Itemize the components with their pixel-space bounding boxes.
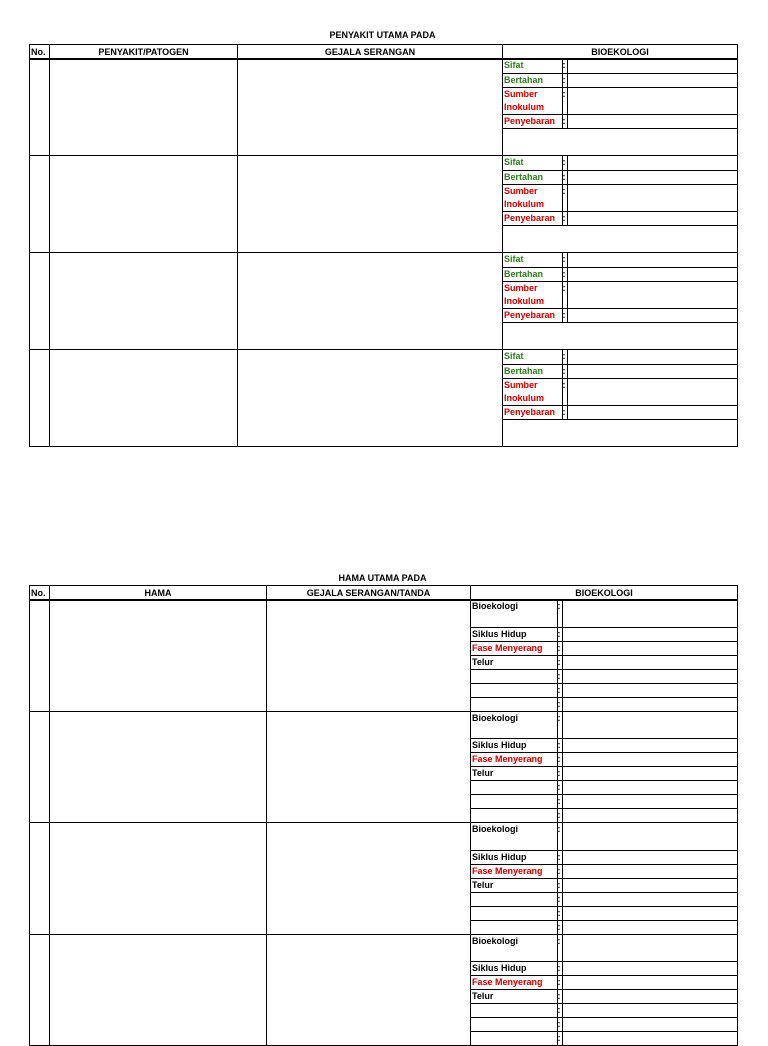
- bioekologi-field-colon: :: [557, 850, 562, 864]
- bioekologi-field-label: Fase Menyerang: [471, 864, 557, 878]
- hama-bioekologi-cell: [471, 823, 738, 935]
- bioekologi-field-row: [503, 405, 737, 419]
- bioekologi-field-label: [471, 1018, 557, 1032]
- bioekologi-field-row: [471, 795, 738, 809]
- header-hama: HAMA: [50, 586, 267, 601]
- bioekologi-field-row: [503, 211, 737, 225]
- bioekologi-field-row: [471, 990, 738, 1004]
- bioekologi-field-label: Sumber Inokulum: [503, 87, 562, 114]
- bioekologi-field-value[interactable]: [562, 878, 738, 892]
- bioekologi-field-label: Telur: [471, 878, 557, 892]
- bioekologi-field-row: [471, 892, 738, 906]
- bioekologi-field-label: [471, 669, 557, 683]
- bioekologi-field-value[interactable]: [562, 976, 738, 990]
- hama-no-cell[interactable]: [30, 823, 50, 935]
- bioekologi-field-colon: :: [557, 781, 562, 795]
- bioekologi-field-value[interactable]: [562, 739, 738, 753]
- bioekologi-field-colon: :: [562, 156, 567, 170]
- bioekologi-field-label: Siklus Hidup: [471, 850, 557, 864]
- penyakit-row: [30, 350, 738, 447]
- hama-no-cell[interactable]: [30, 934, 50, 1046]
- bioekologi-field-label: Telur: [471, 990, 557, 1004]
- hama-name-cell[interactable]: [50, 823, 267, 935]
- bioekologi-field-value[interactable]: [562, 795, 738, 809]
- bioekologi-field-value[interactable]: [567, 405, 737, 419]
- bioekologi-field-value[interactable]: [562, 892, 738, 906]
- bioekologi-field-colon: :: [562, 405, 567, 419]
- penyakit-patogen-cell[interactable]: [50, 253, 238, 350]
- bioekologi-field-colon: :: [562, 350, 567, 364]
- bioekologi-field-label: Bioekologi: [471, 935, 557, 962]
- bioekologi-field-row: [503, 87, 737, 114]
- penyakit-bioekologi-cell: [503, 350, 738, 447]
- bioekologi-field-label: Penyebaran: [503, 308, 562, 322]
- bioekologi-field-row: [471, 906, 738, 920]
- bioekologi-field-label: [471, 809, 557, 823]
- bioekologi-notes-cell[interactable]: [503, 225, 737, 252]
- penyakit-gejala-cell[interactable]: [238, 59, 503, 156]
- bioekologi-field-colon: :: [557, 641, 562, 655]
- bioekologi-fields: [471, 935, 738, 1046]
- bioekologi-field-value[interactable]: [562, 906, 738, 920]
- bioekologi-notes-row: [503, 225, 737, 252]
- bioekologi-field-colon: :: [557, 767, 562, 781]
- bioekologi-notes-cell[interactable]: [503, 128, 737, 155]
- bioekologi-field-row: [471, 976, 738, 990]
- bioekologi-field-label: Telur: [471, 767, 557, 781]
- bioekologi-field-row: [503, 184, 737, 211]
- bioekologi-field-colon: :: [562, 378, 567, 405]
- bioekologi-field-colon: :: [557, 627, 562, 641]
- header-no: No.: [30, 45, 50, 60]
- header-bioekologi: BIOEKOLOGI: [503, 45, 738, 60]
- penyakit-patogen-cell[interactable]: [50, 156, 238, 253]
- bioekologi-field-row: [471, 878, 738, 892]
- bioekologi-field-colon: :: [557, 683, 562, 697]
- bioekologi-fields: [471, 712, 738, 823]
- bioekologi-field-value[interactable]: [562, 753, 738, 767]
- bioekologi-field-row: [503, 170, 737, 184]
- bioekologi-field-value[interactable]: [567, 59, 737, 73]
- hama-no-cell[interactable]: [30, 711, 50, 823]
- penyakit-gejala-cell[interactable]: [238, 156, 503, 253]
- bioekologi-field-row: [471, 809, 738, 823]
- bioekologi-field-label: Bioekologi: [471, 823, 557, 850]
- bioekologi-field-value[interactable]: [562, 864, 738, 878]
- hama-rows: [29, 599, 738, 1046]
- bioekologi-field-label: Sifat: [503, 156, 562, 170]
- bioekologi-field-value[interactable]: [562, 669, 738, 683]
- bioekologi-field-label: Sifat: [503, 59, 562, 73]
- bioekologi-field-label: [471, 781, 557, 795]
- bioekologi-field-value[interactable]: [562, 781, 738, 795]
- hama-row: [30, 711, 738, 823]
- bioekologi-field-colon: :: [562, 87, 567, 114]
- bioekologi-field-colon: :: [557, 935, 562, 962]
- hama-name-cell[interactable]: [50, 934, 267, 1046]
- bioekologi-field-row: [471, 641, 738, 655]
- bioekologi-field-colon: :: [562, 59, 567, 73]
- header-gejala-serangan-tanda: GEJALA SERANGAN/TANDA: [267, 586, 471, 601]
- bioekologi-field-row: [503, 114, 737, 128]
- bioekologi-field-label: [471, 906, 557, 920]
- bioekologi-field-label: Penyebaran: [503, 211, 562, 225]
- bioekologi-field-value[interactable]: [567, 364, 737, 378]
- bioekologi-field-label: Bertahan: [503, 364, 562, 378]
- bioekologi-field-value[interactable]: [562, 1032, 738, 1046]
- bioekologi-field-row: [471, 712, 738, 739]
- bioekologi-field-label: Telur: [471, 655, 557, 669]
- bioekologi-field-colon: :: [557, 962, 562, 976]
- bioekologi-field-value[interactable]: [562, 683, 738, 697]
- bioekologi-field-colon: :: [557, 655, 562, 669]
- bioekologi-field-colon: :: [557, 753, 562, 767]
- bioekologi-fields: [471, 823, 738, 934]
- bioekologi-field-colon: :: [557, 878, 562, 892]
- bioekologi-field-row: [471, 781, 738, 795]
- bioekologi-field-colon: :: [562, 281, 567, 308]
- hama-gejala-cell[interactable]: [267, 823, 471, 935]
- hama-gejala-cell[interactable]: [267, 934, 471, 1046]
- bioekologi-field-value[interactable]: [562, 1004, 738, 1018]
- penyakit-bioekologi-cell: [503, 59, 738, 156]
- bioekologi-field-label: Bioekologi: [471, 600, 557, 627]
- bioekologi-notes-row: [503, 419, 737, 446]
- hama-row: [30, 600, 738, 712]
- bioekologi-field-label: Sumber Inokulum: [503, 184, 562, 211]
- hama-no-cell[interactable]: [30, 600, 50, 712]
- bioekologi-field-row: [503, 267, 737, 281]
- bioekologi-field-colon: :: [557, 976, 562, 990]
- bioekologi-field-value[interactable]: [562, 712, 738, 739]
- bioekologi-field-row: [503, 364, 737, 378]
- bioekologi-field-label: [471, 795, 557, 809]
- bioekologi-field-colon: :: [562, 114, 567, 128]
- bioekologi-field-value[interactable]: [562, 823, 738, 850]
- bioekologi-field-value[interactable]: [567, 211, 737, 225]
- bioekologi-field-value[interactable]: [562, 641, 738, 655]
- bioekologi-field-value[interactable]: [567, 267, 737, 281]
- bioekologi-field-value[interactable]: [567, 253, 737, 267]
- hama-name-cell[interactable]: [50, 600, 267, 712]
- hama-bioekologi-cell: [471, 600, 738, 712]
- header-gejala-serangan: GEJALA SERANGAN: [238, 45, 503, 60]
- bioekologi-field-colon: :: [562, 211, 567, 225]
- bioekologi-fields: [503, 350, 737, 446]
- bioekologi-field-label: Bertahan: [503, 170, 562, 184]
- bioekologi-fields: [471, 600, 738, 711]
- bioekologi-field-colon: :: [562, 170, 567, 184]
- bioekologi-field-row: [503, 308, 737, 322]
- header-no: No.: [30, 586, 50, 601]
- header-bioekologi: BIOEKOLOGI: [471, 586, 738, 601]
- hama-bioekologi-cell: [471, 934, 738, 1046]
- bioekologi-field-value[interactable]: [562, 935, 738, 962]
- hama-gejala-cell[interactable]: [267, 600, 471, 712]
- penyakit-bioekologi-cell: [503, 253, 738, 350]
- bioekologi-field-colon: :: [562, 253, 567, 267]
- bioekologi-field-label: Siklus Hidup: [471, 739, 557, 753]
- bioekologi-field-row: [471, 823, 738, 850]
- penyakit-patogen-cell[interactable]: [50, 59, 238, 156]
- hama-row: [30, 934, 738, 1046]
- bioekologi-field-colon: :: [557, 712, 562, 739]
- bioekologi-field-colon: :: [562, 364, 567, 378]
- bioekologi-field-value[interactable]: [562, 655, 738, 669]
- bioekologi-field-label: [471, 683, 557, 697]
- bioekologi-field-value[interactable]: [562, 627, 738, 641]
- bioekologi-field-label: Siklus Hidup: [471, 962, 557, 976]
- bioekologi-fields: [503, 156, 737, 252]
- bioekologi-field-value[interactable]: [562, 809, 738, 823]
- bioekologi-field-value[interactable]: [562, 600, 738, 627]
- bioekologi-field-colon: :: [557, 1018, 562, 1032]
- bioekologi-notes-cell[interactable]: [503, 419, 737, 446]
- bioekologi-field-row: [471, 739, 738, 753]
- bioekologi-field-label: Sifat: [503, 350, 562, 364]
- bioekologi-field-value[interactable]: [562, 767, 738, 781]
- bioekologi-field-row: [471, 600, 738, 627]
- bioekologi-field-label: [471, 697, 557, 711]
- bioekologi-field-label: [471, 1004, 557, 1018]
- bioekologi-field-colon: :: [562, 267, 567, 281]
- bioekologi-field-label: [471, 1032, 557, 1046]
- hama-title: HAMA UTAMA PADA: [338, 573, 427, 583]
- penyakit-no-cell[interactable]: [30, 253, 50, 350]
- bioekologi-field-colon: :: [557, 600, 562, 627]
- penyakit-gejala-cell[interactable]: [238, 350, 503, 447]
- bioekologi-notes-row: [503, 128, 737, 155]
- penyakit-rows: [29, 58, 738, 447]
- bioekologi-field-label: Bertahan: [503, 73, 562, 87]
- bioekologi-field-row: [471, 1032, 738, 1046]
- bioekologi-field-value[interactable]: [567, 73, 737, 87]
- header-penyakit-patogen: PENYAKIT/PATOGEN: [50, 45, 238, 60]
- bioekologi-field-value[interactable]: [567, 281, 737, 308]
- bioekologi-field-row: [471, 655, 738, 669]
- bioekologi-field-value[interactable]: [567, 156, 737, 170]
- bioekologi-field-label: Bioekologi: [471, 712, 557, 739]
- bioekologi-field-value[interactable]: [562, 1018, 738, 1032]
- penyakit-title: PENYAKIT UTAMA PADA: [329, 30, 436, 40]
- penyakit-patogen-cell[interactable]: [50, 350, 238, 447]
- bioekologi-field-row: [471, 767, 738, 781]
- bioekologi-field-colon: :: [557, 810, 561, 820]
- bioekologi-field-row: [503, 253, 737, 267]
- bioekologi-field-row: [471, 697, 738, 711]
- bioekologi-field-colon: :: [557, 892, 562, 906]
- bioekologi-field-colon: :: [557, 990, 562, 1004]
- hama-bioekologi-cell: [471, 711, 738, 823]
- bioekologi-notes-row: [503, 322, 737, 349]
- bioekologi-field-colon: :: [557, 795, 562, 809]
- penyakit-no-cell[interactable]: [30, 59, 50, 156]
- bioekologi-field-row: [471, 962, 738, 976]
- bioekologi-field-label: Siklus Hidup: [471, 627, 557, 641]
- bioekologi-field-row: [503, 281, 737, 308]
- bioekologi-field-colon: :: [557, 823, 562, 850]
- bioekologi-field-row: [471, 935, 738, 962]
- bioekologi-field-value[interactable]: [562, 697, 738, 711]
- bioekologi-field-colon: :: [557, 921, 561, 932]
- bioekologi-field-colon: :: [557, 906, 562, 920]
- bioekologi-field-label: Penyebaran: [503, 405, 562, 419]
- bioekologi-field-value[interactable]: [562, 990, 738, 1004]
- bioekologi-field-row: [471, 683, 738, 697]
- bioekologi-field-colon: :: [562, 184, 567, 211]
- penyakit-bioekologi-cell: [503, 156, 738, 253]
- bioekologi-field-label: Sumber Inokulum: [503, 378, 562, 405]
- bioekologi-field-row: [471, 1004, 738, 1018]
- bioekologi-field-label: Fase Menyerang: [471, 976, 557, 990]
- bioekologi-field-row: [471, 753, 738, 767]
- bioekologi-field-row: [503, 156, 737, 170]
- bioekologi-field-value[interactable]: [567, 87, 737, 114]
- bioekologi-field-row: [503, 378, 737, 405]
- bioekologi-field-colon: :: [557, 739, 562, 753]
- penyakit-row: [30, 59, 738, 156]
- bioekologi-field-label: [471, 920, 557, 934]
- bioekologi-field-row: [503, 59, 737, 73]
- bioekologi-field-label: Sifat: [503, 253, 562, 267]
- bioekologi-field-colon: :: [562, 308, 567, 322]
- hama-name-cell[interactable]: [50, 711, 267, 823]
- penyakit-row: [30, 156, 738, 253]
- bioekologi-field-colon: :: [562, 73, 567, 87]
- bioekologi-field-row: [471, 1018, 738, 1032]
- bioekologi-field-label: Sumber Inokulum: [503, 281, 562, 308]
- bioekologi-fields: [503, 253, 737, 349]
- bioekologi-field-value[interactable]: [567, 378, 737, 405]
- bioekologi-field-colon: :: [557, 698, 561, 709]
- bioekologi-field-value[interactable]: [562, 920, 738, 934]
- bioekologi-field-row: [471, 669, 738, 683]
- bioekologi-field-value[interactable]: [567, 114, 737, 128]
- bioekologi-fields: [503, 59, 737, 155]
- bioekologi-field-value[interactable]: [567, 308, 737, 322]
- bioekologi-field-label: Fase Menyerang: [471, 753, 557, 767]
- bioekologi-field-colon: :: [557, 1033, 561, 1043]
- bioekologi-field-colon: :: [557, 1004, 562, 1018]
- bioekologi-field-row: [471, 920, 738, 934]
- bioekologi-field-value[interactable]: [562, 962, 738, 976]
- bioekologi-field-row: [471, 864, 738, 878]
- bioekologi-field-label: Penyebaran: [503, 114, 562, 128]
- bioekologi-field-label: Bertahan: [503, 267, 562, 281]
- bioekologi-field-row: [471, 627, 738, 641]
- bioekologi-field-row: [503, 73, 737, 87]
- bioekologi-field-label: [471, 892, 557, 906]
- hama-gejala-cell[interactable]: [267, 711, 471, 823]
- penyakit-row: [30, 253, 738, 350]
- penyakit-gejala-cell[interactable]: [238, 253, 503, 350]
- bioekologi-field-value[interactable]: [567, 184, 737, 211]
- penyakit-no-cell[interactable]: [30, 350, 50, 447]
- bioekologi-field-colon: :: [557, 669, 562, 683]
- bioekologi-field-value[interactable]: [562, 850, 738, 864]
- bioekologi-notes-cell[interactable]: [503, 322, 737, 349]
- bioekologi-field-row: [503, 350, 737, 364]
- bioekologi-field-colon: :: [557, 864, 562, 878]
- hama-row: [30, 823, 738, 935]
- bioekologi-field-value[interactable]: [567, 350, 737, 364]
- bioekologi-field-row: [471, 850, 738, 864]
- bioekologi-field-value[interactable]: [567, 170, 737, 184]
- penyakit-no-cell[interactable]: [30, 156, 50, 253]
- bioekologi-field-label: Fase Menyerang: [471, 641, 557, 655]
